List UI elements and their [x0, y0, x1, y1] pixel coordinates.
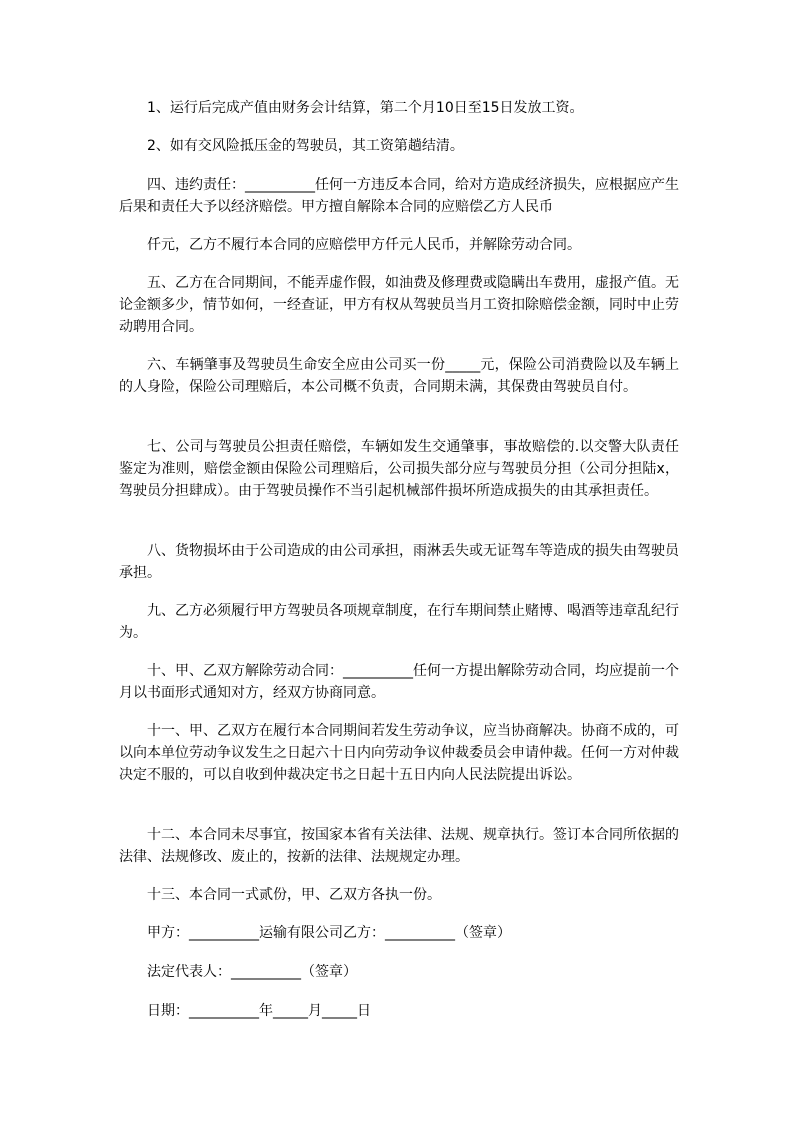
signature-date: 日期：__________年_____月_____日: [147, 1003, 371, 1019]
clause-false-reporting: 五、乙方在合同期间，不能弄虚作假，如油费及修理费或隐瞒出车费用，虚报产值。无论金额多少，情节如何，一经查证，甲方有权从驾驶员当月工资扣除赔偿金额，同时中止劳动聘用合同。: [119, 275, 679, 335]
clause-insurance: 六、车辆肇事及驾驶员生命安全应由公司买一份_____元，保险公司消费险以及车辆上的人身险，保险公司理赔后，本公司概不负责，合同期未满，其保费由驾驶员自付。: [119, 357, 679, 395]
clause-deposit-settlement: 2、如有交风险抵压金的驾驶员，其工资第趟结清。: [147, 138, 464, 154]
clause-salary-settlement: 1、运行后完成产值由财务会计结算，第二个月10日至15日发放工资。: [147, 100, 584, 116]
clause-supplementary-matters: 十二、本合同未尽事宜，按国家本省有关法律、法规、规章执行。签订本合同所依据的法律、法规修改、废止的，按新的法律、法规规定办理。: [119, 827, 679, 865]
clause-accident-liability: 七、公司与驾驶员公担责任赔偿，车辆如发生交通肇事，事故赔偿的.以交警大队责任鉴定为准则，赔偿金额由保险公司理赔后，公司损失部分应与驾驶员分担（公司分担陆x，驾驶员分担肆成）。由于驾驶员操作不当引起机械部件损坏所造成损失的由其承担责任。: [119, 439, 679, 499]
signature-legal-representative: 法定代表人：__________（签章）: [147, 964, 357, 980]
clause-copies: 十三、本合同一式贰份，甲、乙双方各执一份。: [147, 887, 441, 903]
clause-cargo-damage: 八、货物损坏由于公司造成的由公司承担，雨淋丢失或无证驾车等造成的损失由驾驶员承担。: [119, 543, 679, 581]
clause-labor-dispute: 十一、甲、乙双方在履行本合同期间若发生劳动争议，应当协商解决。协商不成的，可以向本单位劳动争议发生之日起六十日内向劳动争议仲裁委员会申请仲裁。任何一方对仲裁决定不服的，可以自收到仲裁决定书之日起十五日内向人民法院提出诉讼。: [119, 723, 679, 783]
clause-rules-compliance: 九、乙方必须履行甲方驾驶员各项规章制度，在行车期间禁止赌博、喝酒等违章乱纪行为。: [119, 603, 679, 641]
clause-contract-termination: 十、甲、乙双方解除劳动合同：__________任何一方提出解除劳动合同，均应提前一个月以书面形式通知对方，经双方协商同意。: [119, 663, 679, 701]
signature-parties: 甲方：__________运输有限公司乙方：__________（签章）: [147, 925, 511, 941]
clause-breach-liability: 四、违约责任：__________任何一方违反本合同，给对方造成经济损失，应根据应产生后果和责任大予以经济赔偿。甲方擅自解除本合同的应赔偿乙方人民币: [119, 177, 679, 215]
clause-breach-compensation: 仟元，乙方不履行本合同的应赔偿甲方仟元人民币，并解除劳动合同。: [147, 237, 581, 253]
